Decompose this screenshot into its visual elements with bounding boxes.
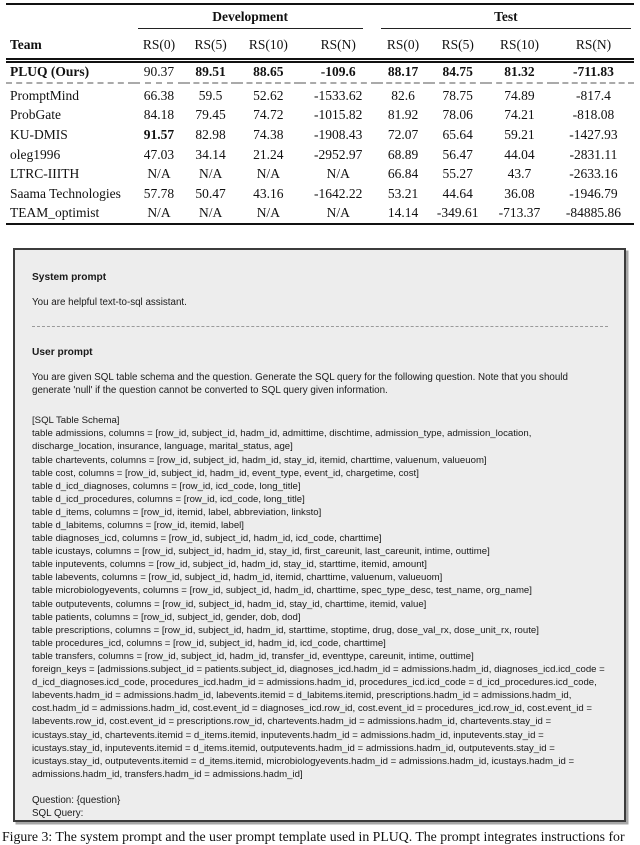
score-cell: -84885.86 (565, 205, 622, 221)
score-cell: -713.37 (498, 205, 541, 221)
score-cell: -818.08 (572, 107, 615, 123)
score-cell: N/A (198, 166, 223, 182)
score-cell: -2633.16 (569, 166, 618, 182)
score-cell: 66.38 (143, 87, 175, 103)
score-cell: 52.62 (253, 87, 284, 103)
table-header (6, 4, 634, 60)
sql-schema-block (32, 414, 608, 781)
score-cell: 74.38 (253, 127, 284, 143)
question-block (32, 794, 608, 820)
schema-line: table procedures_icd, columns = [row_id, subject_id, hadm_id, icd_code, charttime] (32, 637, 386, 649)
table-row (6, 204, 634, 225)
team-name-cell: oleg1996 (10, 146, 61, 162)
table-row (6, 145, 634, 165)
metric-column-header: RS(10) (248, 36, 288, 52)
score-cell: 55.27 (442, 166, 473, 182)
team-name-cell: TEAM_optimist (10, 205, 100, 221)
score-cell: -1946.79 (569, 185, 618, 201)
score-cell: 90.37 (143, 64, 175, 80)
group-header-row (6, 4, 634, 31)
score-cell: -1908.43 (314, 127, 363, 143)
score-cell: -349.61 (436, 205, 479, 221)
system-prompt-text: You are helpful text-to-sql assistant. (32, 297, 187, 309)
figure-caption: Figure 3: The system prompt and the user prompt template used in PLUQ. The prompt integrates instructions for (2, 829, 625, 845)
score-cell: 84.75 (442, 64, 473, 80)
prompt-divider (32, 326, 608, 327)
results-table (6, 3, 634, 225)
table-body (6, 60, 634, 224)
group-header-development (134, 4, 377, 31)
schema-line: table patients, columns = [row_id, subject_id, gender, dob, dod] (32, 611, 301, 623)
score-cell: -711.83 (573, 64, 614, 80)
score-cell: 88.65 (253, 64, 284, 80)
schema-header: [SQL Table Schema] (32, 415, 120, 427)
metric-column-header: RS(5) (194, 36, 227, 52)
score-cell: 44.04 (504, 146, 535, 162)
score-cell: 65.64 (442, 127, 473, 143)
score-cell: 81.92 (387, 107, 419, 123)
score-cell: 53.21 (387, 185, 419, 201)
score-cell: -2952.97 (314, 146, 363, 162)
score-cell: 59.21 (504, 127, 535, 143)
team-name-cell: LTRC-IIITH (10, 166, 80, 182)
team-name-cell: ProbGate (10, 107, 61, 123)
table-row (6, 60, 634, 83)
score-cell: -109.6 (320, 64, 356, 80)
schema-line: table chartevents, columns = [row_id, subject_id, hadm_id, stay_id, itemid, charttime, valuenum, valueuom] (32, 454, 487, 466)
schema-line: table admissions, columns = [row_id, subject_id, hadm_id, admittime, dischtime, admission_type, admission_location, discharge_location, insurance, language, marital_status, age] (32, 428, 532, 453)
score-cell: 74.89 (504, 87, 535, 103)
score-cell: 34.14 (195, 146, 226, 162)
score-cell: N/A (256, 166, 280, 182)
score-cell: 43.7 (507, 166, 532, 182)
score-cell: 47.03 (143, 146, 175, 162)
schema-line: table transfers, columns = [row_id, subject_id, hadm_id, transfer_id, eventtype, careunit, intime, outtime] (32, 650, 474, 662)
score-cell: 72.07 (387, 127, 419, 143)
metric-column-header: RS(0) (386, 36, 420, 52)
score-cell: 66.84 (387, 166, 419, 182)
table-row (6, 106, 634, 126)
score-cell: 59.5 (198, 87, 223, 103)
score-cell: -1533.62 (314, 87, 363, 103)
development-label: Development (138, 9, 363, 29)
score-cell: -1642.22 (314, 185, 363, 201)
schema-line: table inputevents, columns = [row_id, subject_id, hadm_id, stay_id, starttime, itemid, amount] (32, 559, 427, 571)
schema-line: table labevents, columns = [row_id, subject_id, hadm_id, itemid, charttime, valuenum, valueuom] (32, 572, 443, 584)
metric-column-header: RS(10) (499, 36, 539, 52)
schema-lines (32, 427, 608, 781)
table-row (6, 184, 634, 204)
score-cell: 88.17 (387, 64, 419, 80)
score-cell: 89.51 (195, 64, 226, 80)
score-cell: -1015.82 (314, 107, 363, 123)
score-cell: 82.98 (195, 127, 226, 143)
score-cell: 82.6 (391, 87, 415, 103)
score-cell: N/A (198, 205, 223, 221)
score-cell: 50.47 (195, 185, 226, 201)
score-cell: N/A (256, 205, 280, 221)
score-cell: 68.89 (387, 146, 419, 162)
metric-column-header: RS(0) (142, 36, 176, 52)
schema-line: table cost, columns = [row_id, subject_id, hadm_id, event_type, event_id, chargetime, cost] (32, 467, 419, 479)
schema-line: foreign_keys = [admissions.subject_id = patients.subject_id, diagnoses_icd.hadm_id = admissions.hadm_id, diagnoses_icd.icd_code = d_icd_diagnoses.icd_code, procedures_icd.hadm_id = admissions.hadm_id, procedures_icd.icd_code = d_icd_procedures.icd_code, labevents.hadm_id = admissions.hadm_id, labevents.itemid = d_labitems.itemid, prescriptions.hadm_id = admissions.hadm_id, cost.hadm_id = admissions.hadm_id, cost.event_id = diagnoses_icd.row_id, cost.event_id = procedures_icd.row_id, cost.event_id = labevents.row_id, cost.event_id = prescriptions.row_id, chartevents.hadm_id = admissions.hadm_id, chartevents.stay_id = icustays.stay_id, chartevents.itemid = d_items.itemid, inputevents.hadm_id = admissions.hadm_id, inputevents.stay_id = icustays.stay_id, inputevents.itemid = d_items.itemid, outputevents.hadm_id = admissions.hadm_id, outputevents.stay_id = icustays.stay_id, outputevents.itemid = d_items.itemid, microbiologyevents.hadm_id = admissions.hadm_id, icustays.hadm_id = admissions.hadm_id, transfers.hadm_id = admissions.hadm_id] (32, 664, 605, 780)
user-prompt-text: You are given SQL table schema and the question. Generate the SQL query for the following question. Note that you should generate 'null' if the question cannot be converted to SQL query given information. (32, 372, 568, 397)
score-cell: 74.21 (504, 107, 535, 123)
team-name-cell: Saama Technologies (10, 185, 121, 201)
schema-line: table outputevents, columns = [row_id, subject_id, hadm_id, stay_id, charttime, itemid, value] (32, 598, 427, 610)
score-cell: 43.16 (253, 185, 284, 201)
score-cell: 44.64 (442, 185, 473, 201)
score-cell: 14.14 (387, 205, 419, 221)
test-label: Test (381, 9, 631, 29)
sub-header-row (6, 31, 634, 61)
schema-line: table d_items, columns = [row_id, itemid, label, abbreviation, linksto] (32, 506, 322, 518)
score-cell: N/A (147, 166, 171, 182)
group-header-test (377, 4, 634, 31)
prompt-template-box (13, 248, 626, 822)
question-line: Question: {question} (32, 794, 121, 806)
score-cell: N/A (326, 166, 350, 182)
score-cell: N/A (326, 205, 350, 221)
score-cell: 36.08 (504, 185, 535, 201)
score-cell: 74.72 (253, 107, 284, 123)
score-cell: 57.78 (143, 185, 175, 201)
table-row (6, 164, 634, 184)
metric-column-header: RS(N) (320, 36, 356, 52)
schema-line: table microbiologyevents, columns = [row_id, subject_id, hadm_id, charttime, spec_type_desc, test_name, org_name] (32, 585, 532, 597)
score-cell: N/A (147, 205, 171, 221)
score-cell: 81.32 (504, 64, 535, 80)
schema-line: table d_icd_procedures, columns = [row_id, icd_code, long_title] (32, 493, 305, 505)
system-prompt-label: System prompt (32, 272, 107, 284)
score-cell: -2831.11 (569, 146, 618, 162)
metric-column-header: RS(5) (441, 36, 474, 52)
results-table-section (6, 3, 634, 225)
score-cell: -817.4 (576, 87, 611, 103)
score-cell: 78.06 (442, 107, 473, 123)
team-name-cell: PromptMind (10, 87, 80, 103)
table-row (6, 86, 634, 106)
score-cell: 21.24 (253, 146, 284, 162)
sql-query-line: SQL Query: (32, 807, 84, 819)
score-cell: 91.57 (143, 127, 175, 143)
team-name-cell: KU-DMIS (10, 127, 68, 143)
score-cell: 84.18 (143, 107, 175, 123)
team-column-header: Team (10, 36, 42, 52)
score-cell: 79.45 (195, 107, 226, 123)
table-row (6, 125, 634, 145)
user-prompt-label: User prompt (32, 347, 93, 359)
schema-line: table d_icd_diagnoses, columns = [row_id, icd_code, long_title] (32, 480, 301, 492)
score-cell: -1427.93 (569, 127, 618, 143)
schema-line: table prescriptions, columns = [row_id, subject_id, hadm_id, starttime, stoptime, drug, dose_val_rx, dose_unit_rx, route] (32, 624, 539, 636)
metric-column-header: RS(N) (575, 36, 612, 52)
schema-line: table icustays, columns = [row_id, subject_id, hadm_id, stay_id, first_careunit, last_careunit, intime, outtime] (32, 546, 490, 558)
group-header-spacer (6, 4, 134, 31)
score-cell: 78.75 (442, 87, 473, 103)
schema-line: table d_labitems, columns = [row_id, itemid, label] (32, 520, 244, 531)
team-name-cell: PLUQ (Ours) (10, 64, 90, 80)
schema-line: table diagnoses_icd, columns = [row_id, subject_id, hadm_id, icd_code, charttime] (32, 533, 382, 545)
score-cell: 56.47 (442, 146, 473, 162)
